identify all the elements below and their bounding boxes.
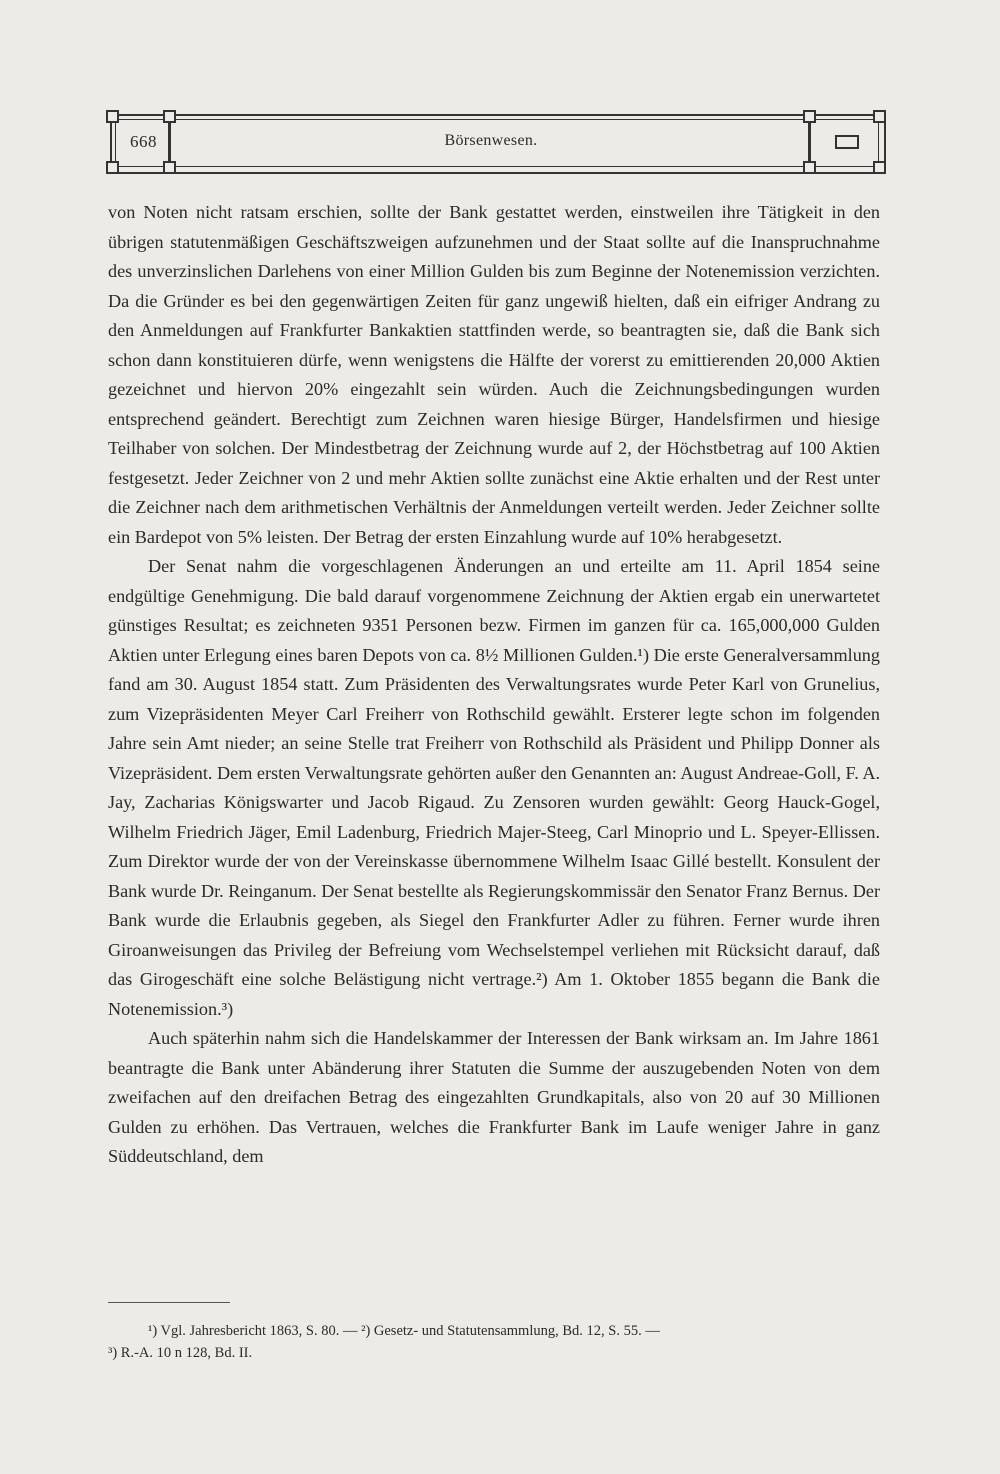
footnote-rule (108, 1302, 230, 1303)
body-text (108, 198, 880, 1172)
corner-ornament (163, 161, 176, 174)
corner-ornament (803, 161, 816, 174)
header-divider-left (168, 120, 171, 164)
corner-ornament (803, 110, 816, 123)
paragraph: von Noten nicht ratsam erschien, sollte der Bank gestattet werden, einstweilen ihre Tätigkeit in den übrigen statutenmäßigen Geschäftszweigen aufzunehmen und der Staat sollte auf die Inanspruchnahme des unverzinslichen Darlehens von einer Million Gulden bis zum Beginne der Notenemission verzichten. Da die Gründer es bei den gegenwärtigen Zeiten für ganz ungewiß hielten, daß ein eifriger Andrang zu den Anmeldungen auf Frankfurter Bankaktien stattfinden werde, so beantragten sie, daß die Bank sich schon dann konstituieren dürfe, wenn wenigstens die Hälfte der vorerst zu emittierenden 20,000 Aktien gezeichnet und hiervon 20% eingezahlt sein würden. Auch die Zeichnungsbedingungen wurden entsprechend geändert. Berechtigt zum Zeichnen waren hiesige Bürger, Handelsfirmen und hiesige Teilhaber von solchen. Der Mindestbetrag der Zeichnung wurde auf 2, der Höchstbetrag auf 100 Aktien festgesetzt. Jeder Zeichner von 2 und mehr Aktien sollte zunächst eine Aktie erhalten und der Rest unter die Zeichner nach dem arithmetischen Verhältnis der Anmeldungen verteilt werden. Jeder Zeichner sollte ein Bardepot von 5% leisten. Der Betrag der ersten Einzahlung wurde auf 10% herabgesetzt. (108, 202, 880, 547)
header-divider-right (808, 120, 811, 164)
running-title: Börsenwesen. (444, 132, 538, 149)
corner-ornament (873, 110, 886, 123)
page-number: 668 (130, 132, 157, 151)
paragraph: Der Senat nahm die vorgeschlagenen Änderungen an und erteilte am 11. April 1854 seine endgültige Genehmigung. Die bald darauf vorgenommene Zeichnung der Aktien ergab ein unerwartetet günstiges Resultat; es zeichneten 9351 Personen bezw. Firmen im ganzen für ca. 165,000,000 Gulden Aktien unter Erlegung eines baren Depots von ca. 8½ Millionen Gulden.¹) Die erste Generalversammlung fand am 30. August 1854 statt. Zum Präsidenten des Verwaltungsrates wurde Peter Karl von Grunelius, zum Vizepräsidenten Meyer Carl Freiherr von Rothschild gewählt. Ersterer legte schon im folgenden Jahre sein Amt nieder; an seine Stelle trat Freiherr von Rothschild als Präsident und Philipp Donner als Vizepräsident. Dem ersten Verwaltungsrate gehörten außer den Genannten an: August Andreae-Goll, F. A. Jay, Zacharias Königswarter und Jacob Rigaud. Zu Zensoren wurden gewählt: Georg Hauck-Gogel, Wilhelm Friedrich Jäger, Emil Ladenburg, Friedrich Majer-Steeg, Carl Minoprio und L. Speyer-Ellissen. Zum Direktor wurde der von der Vereinskasse übernommene Wilhelm Isaac Gillé bestellt. Konsulent der Bank wurde Dr. Reinganum. Der Senat bestellte als Regierungskommissär den Senator Franz Bernus. Der Bank wurde die Erlaubnis gegeben, als Siegel den Frankfurter Adler zu führen. Ferner wurde ihren Giroanweisungen das Privileg der Befreiung vom Wechselstempel verliehen mit Rücksicht darauf, daß das Girogeschäft eine solche Belästigung nicht vertrage.²) Am 1. Oktober 1855 begann die Bank die Notenemission.³) (108, 556, 880, 1019)
footnote-line: ³) R.-A. 10 n 128, Bd. II. (108, 1345, 253, 1361)
running-header (110, 114, 886, 174)
corner-ornament (873, 161, 886, 174)
footnotes (108, 1320, 880, 1364)
corner-ornament (163, 110, 176, 123)
corner-ornament (106, 110, 119, 123)
corner-ornament (106, 161, 119, 174)
footnote-line: ¹) Vgl. Jahresbericht 1863, S. 80. — ²) Gesetz- und Statutensammlung, Bd. 12, S. 55. — (148, 1323, 660, 1339)
paragraph: Auch späterhin nahm sich die Handelskammer der Interessen der Bank wirksam an. Im Jahre 1861 beantragte die Bank unter Abänderung ihrer Statuten die Summe der auszugebenden Noten von dem zweifachen auf den dreifachen Betrag des eingezahlten Grundkapitals, also von 20 auf 30 Millionen Gulden zu erhöhen. Das Vertrauen, welches die Frankfurter Bank im Laufe weniger Jahre in ganz Süddeutschland, dem (108, 1028, 880, 1166)
header-box-ornament (835, 135, 859, 149)
